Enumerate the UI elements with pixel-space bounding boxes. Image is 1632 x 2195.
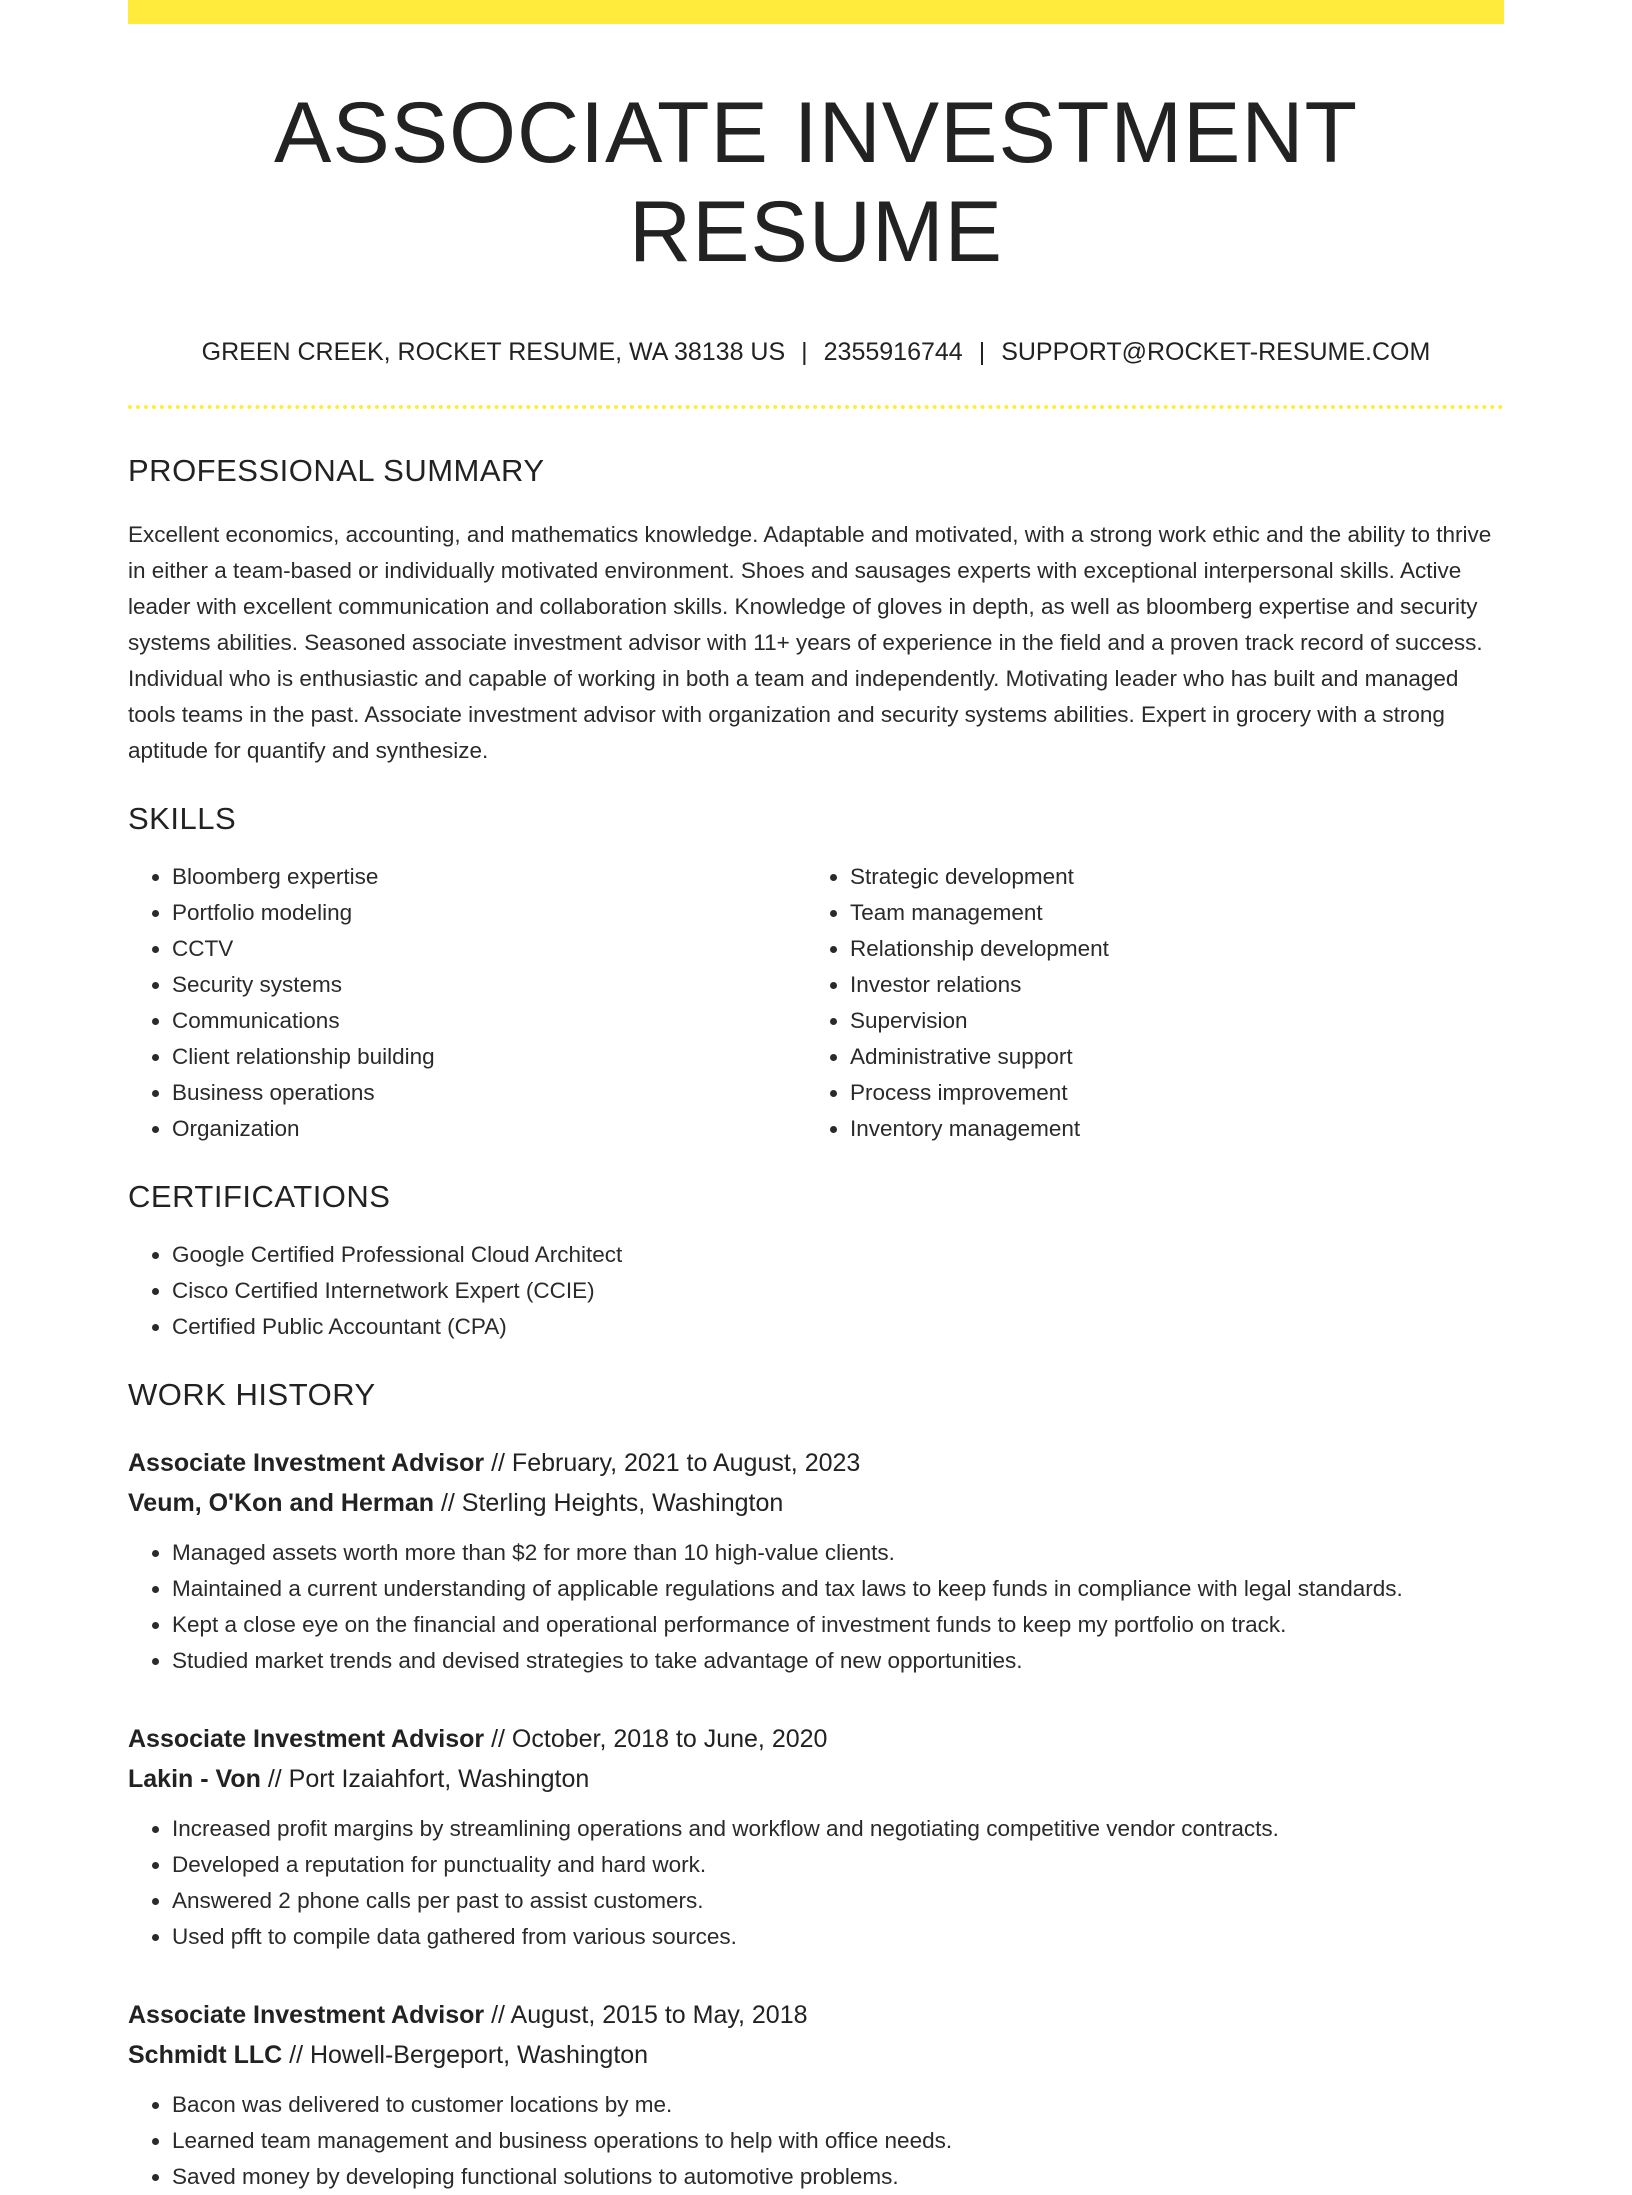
- list-item: • Saved money by developing functional solutions to automotive problems.: [172, 2159, 1504, 2195]
- skills-list-left: [128, 859, 806, 1147]
- list-item: • Process improvement: [850, 1075, 1484, 1111]
- list-item: • Learned team management and business operations to help with office needs.: [172, 2123, 1504, 2159]
- list-item: • Strategic development: [850, 859, 1484, 895]
- list-item: • Cisco Certified Internetwork Expert (CCIE): [172, 1273, 1504, 1309]
- job-title: Associate Investment Advisor: [128, 2000, 485, 2029]
- contact-separator: |: [978, 337, 986, 366]
- contact-line: [128, 337, 1504, 367]
- list-item: • Answered 2 phone calls per past to assist customers.: [172, 1883, 1504, 1919]
- list-item: • Team management: [850, 895, 1484, 931]
- list-item: • Inventory management: [850, 1111, 1484, 1147]
- job-entry: [128, 1443, 1504, 1679]
- job-title-line: [128, 1719, 1504, 1759]
- resume-title: ASSOCIATE INVESTMENT RESUME: [274, 85, 1358, 280]
- list-item: • Kept a close eye on the financial and operational performance of investment funds to keep my portfolio on track.: [172, 1607, 1504, 1643]
- job-dates: // February, 2021 to August, 2023: [484, 1448, 861, 1477]
- list-item: • Studied market trends and devised strategies to take advantage of new opportunities.: [172, 1643, 1504, 1679]
- list-item: • Bloomberg expertise: [172, 859, 806, 895]
- list-item: • Communications: [172, 1003, 806, 1039]
- job-company: Schmidt LLC: [128, 2040, 283, 2069]
- job-title-line: [128, 1995, 1504, 2035]
- contact-address: GREEN CREEK, ROCKET RESUME, WA 38138 US: [201, 337, 786, 366]
- skills-list-right: [806, 859, 1484, 1147]
- list-item: • Google Certified Professional Cloud Architect: [172, 1237, 1504, 1273]
- list-item: • Managed assets worth more than $2 for more than 10 high-value clients.: [172, 1535, 1504, 1571]
- contact-separator: |: [801, 337, 808, 366]
- list-item: • Maintained a current understanding of applicable regulations and tax laws to keep funds in compliance with legal standards.: [172, 1571, 1504, 1607]
- section-work-history: [128, 1377, 1504, 2195]
- list-item: • Administrative support: [850, 1039, 1484, 1075]
- job-location: // Howell-Bergeport, Washington: [282, 2040, 649, 2069]
- top-accent-bar: [128, 0, 1504, 24]
- job-dates: // October, 2018 to June, 2020: [484, 1724, 828, 1753]
- job-entry: [128, 1719, 1504, 1955]
- summary-text: Excellent economics, accounting, and mathematics knowledge. Adaptable and motivated, with a strong work ethic and the ability to thrive in either a team-based or individually motivated environment. Shoes and sausages experts with exceptional interpersonal skills. Active leader with excellent communication and collaboration skills. Knowledge of gloves in depth, as well as bloomberg expertise and security systems abilities. Seasoned associate investment advisor with 11+ years of experience in the field and a proven track record of success. Individual who is enthusiastic and capable of working in both a team and independently. Motivating leader who has built and managed tools teams in the past. Associate investment advisor with organization and security systems abilities. Expert in grocery with a strong aptitude for quantify and synthesize.: [128, 521, 1492, 763]
- section-heading: WORK HISTORY: [128, 1376, 376, 1412]
- job-company: Veum, O'Kon and Herman: [128, 1488, 435, 1517]
- job-entry: [128, 1995, 1504, 2195]
- job-company-line: [128, 1483, 1504, 1523]
- job-title: Associate Investment Advisor: [128, 1724, 485, 1753]
- list-item: • Certified Public Accountant (CPA): [172, 1309, 1504, 1345]
- skills-column-right: [806, 859, 1484, 1147]
- header-divider: [128, 405, 1504, 409]
- job-company-line: [128, 1759, 1504, 1799]
- list-item: • Security systems: [172, 967, 806, 1003]
- section-heading: PROFESSIONAL SUMMARY: [128, 452, 545, 488]
- list-item: • Portfolio modeling: [172, 895, 806, 931]
- list-item: • Supervision: [850, 1003, 1484, 1039]
- section-skills: [128, 801, 1504, 1147]
- job-company: Lakin - Von: [128, 1764, 261, 1793]
- section-heading: SKILLS: [128, 800, 237, 836]
- list-item: • Investor relations: [850, 967, 1484, 1003]
- job-location: // Port Izaiahfort, Washington: [260, 1764, 590, 1793]
- job-title-line: [128, 1443, 1504, 1483]
- list-item: • Bacon was delivered to customer locations by me.: [172, 2087, 1504, 2123]
- contact-phone: 2355916744: [823, 337, 963, 366]
- list-item: • Organization: [172, 1111, 806, 1147]
- contact-email: SUPPORT@ROCKET-RESUME.COM: [1001, 337, 1431, 366]
- resume-content: [128, 0, 1504, 2195]
- section-professional-summary: [128, 453, 1504, 769]
- skills-grid: [128, 859, 1504, 1147]
- list-item: • Client relationship building: [172, 1039, 806, 1075]
- list-item: • Business operations: [172, 1075, 806, 1111]
- skills-column-left: [128, 859, 806, 1147]
- job-bullets: [128, 1535, 1504, 1679]
- job-location: // Sterling Heights, Washington: [434, 1488, 784, 1517]
- certifications-list: [128, 1237, 1504, 1345]
- list-item: • Relationship development: [850, 931, 1484, 967]
- job-bullets: [128, 2087, 1504, 2195]
- job-company-line: [128, 2035, 1504, 2075]
- list-item: • Used pfft to compile data gathered from various sources.: [172, 1919, 1504, 1955]
- list-item: • Increased profit margins by streamlining operations and workflow and negotiating competitive vendor contracts.: [172, 1811, 1504, 1847]
- section-certifications: [128, 1179, 1504, 1345]
- job-bullets: [128, 1811, 1504, 1955]
- list-item: • CCTV: [172, 931, 806, 967]
- job-dates: // August, 2015 to May, 2018: [484, 2000, 808, 2029]
- job-title: Associate Investment Advisor: [128, 1448, 485, 1477]
- section-heading: CERTIFICATIONS: [128, 1178, 391, 1214]
- list-item: • Developed a reputation for punctuality and hard work.: [172, 1847, 1504, 1883]
